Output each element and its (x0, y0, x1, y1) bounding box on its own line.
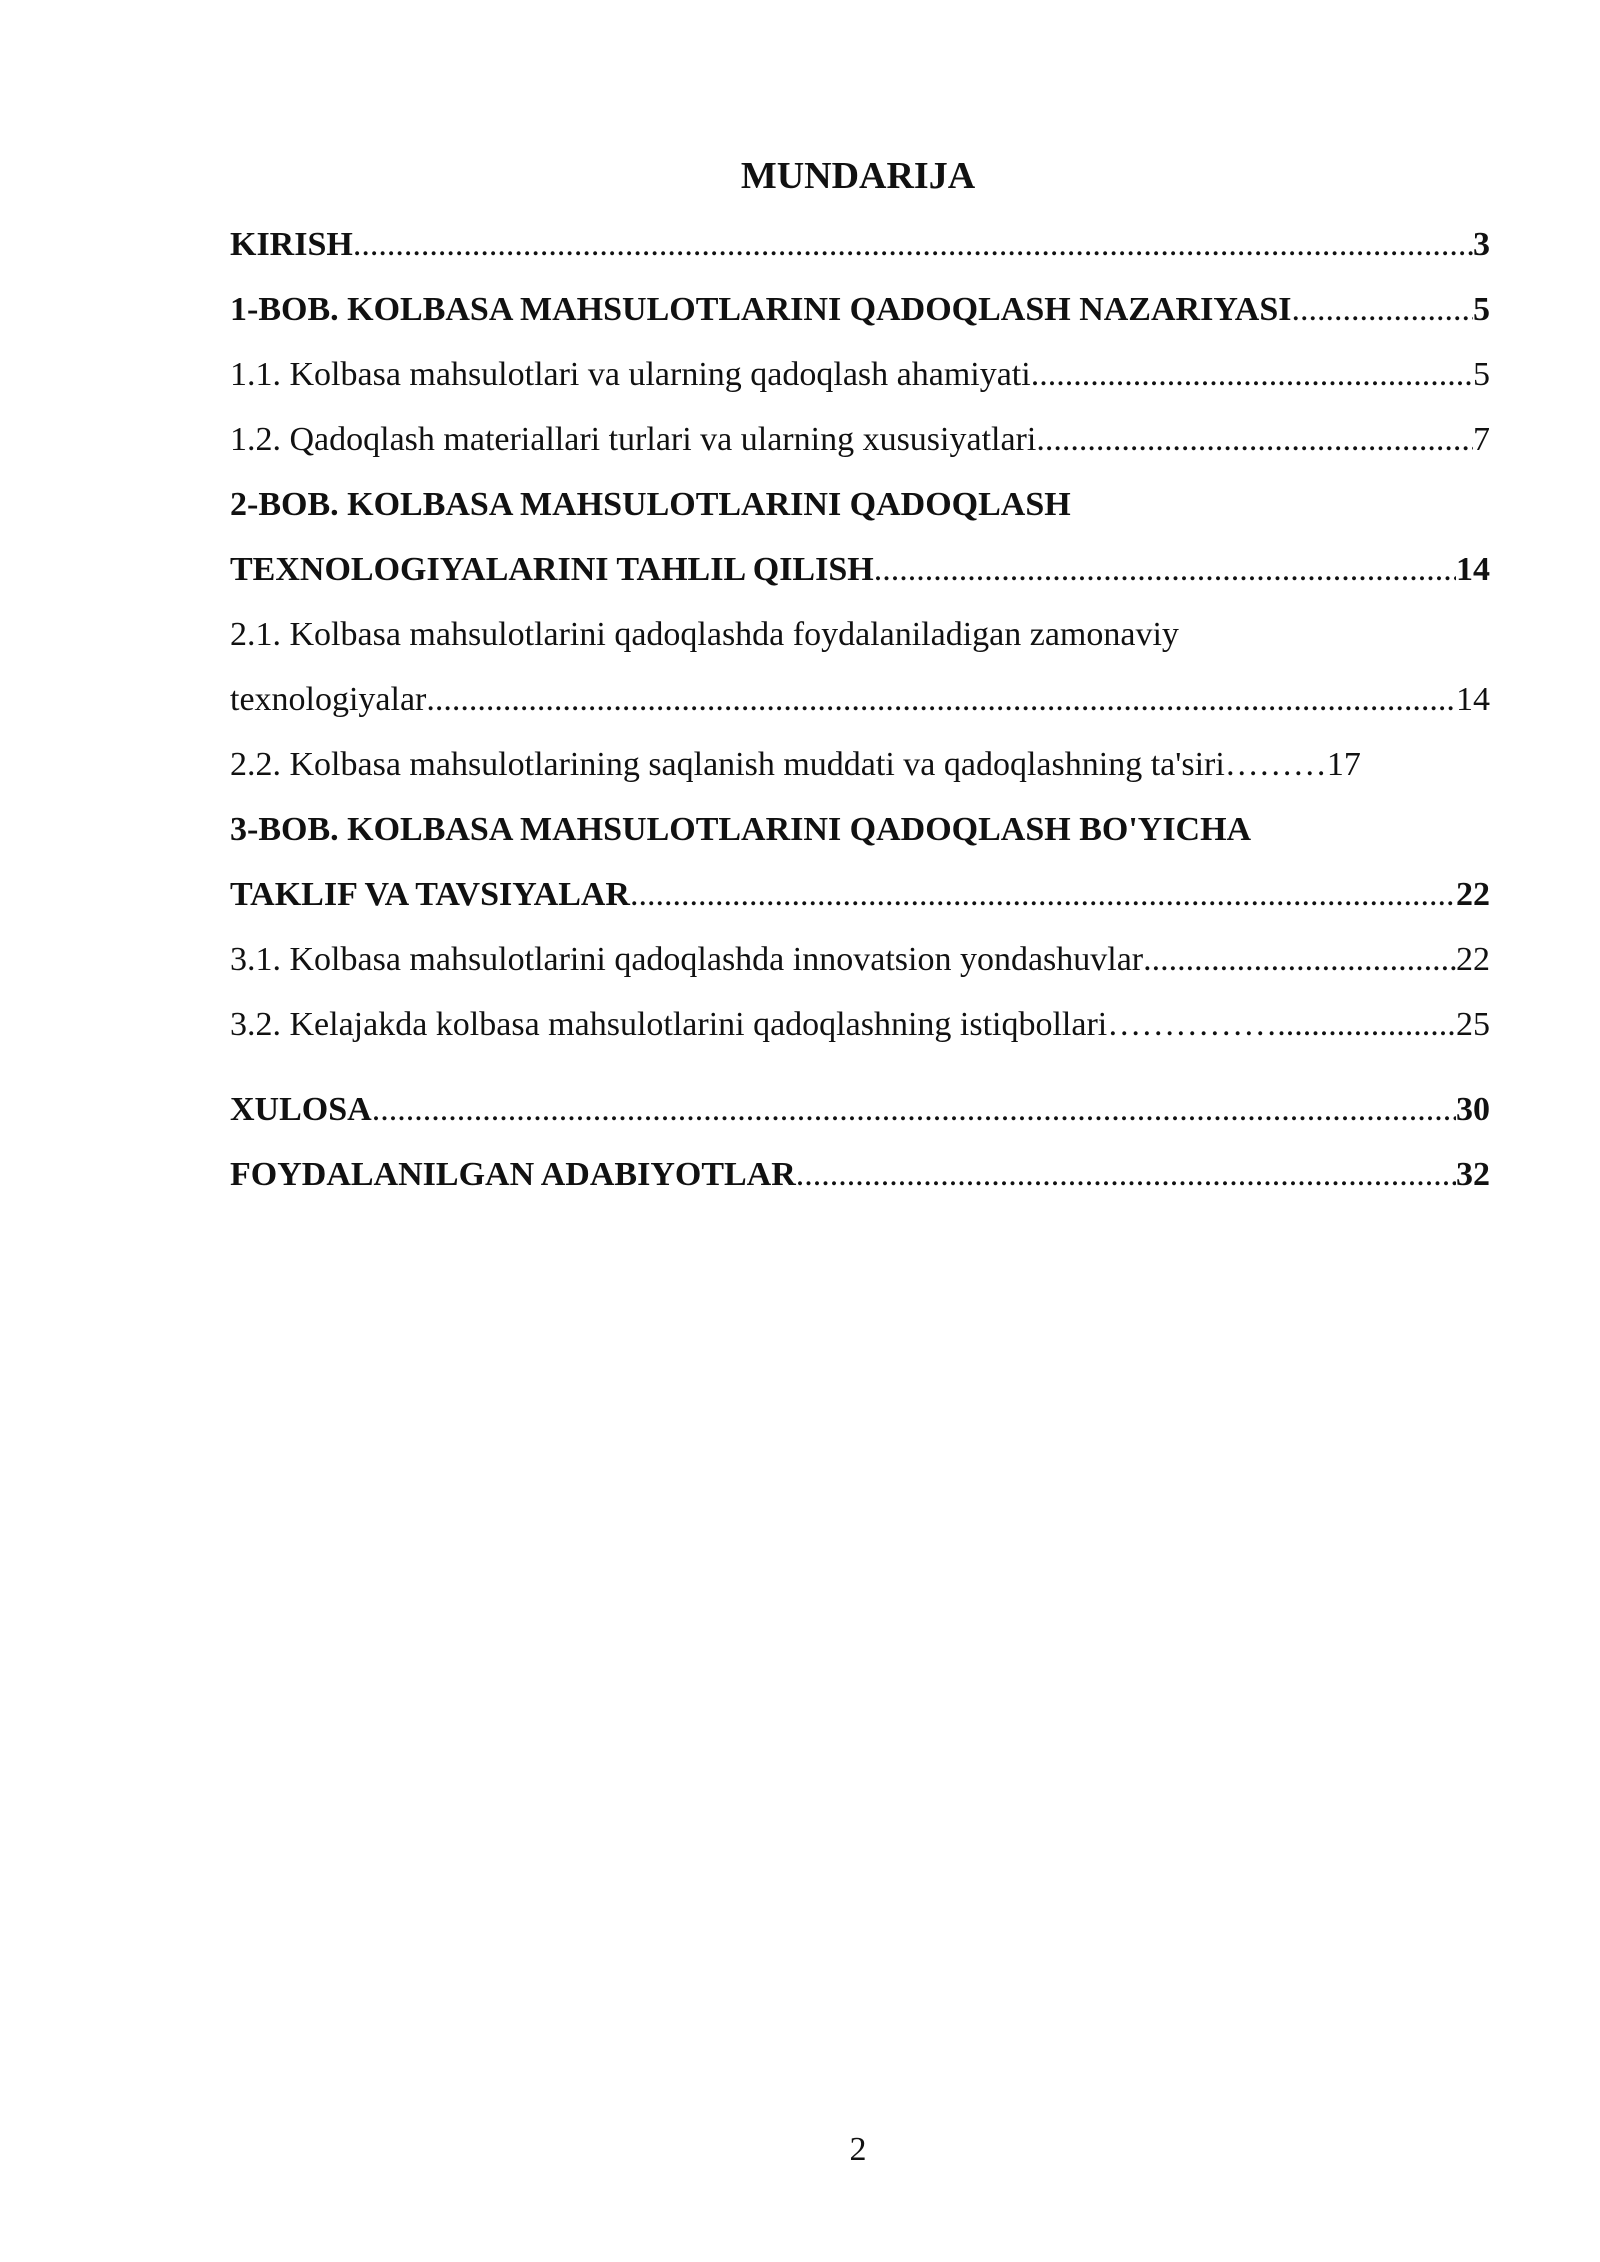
toc-entry-label: 1.2. Qadoqlash materiallari turlari va ularning xususiyatlari (230, 421, 1037, 458)
toc-entry-section-3-2 (230, 992, 1490, 1057)
toc-entry-section-2-1-line2 (230, 667, 1490, 732)
toc-entry-chapter-1 (230, 277, 1490, 342)
toc-entry-label: texnologiyalar (230, 681, 427, 718)
toc-entry-label: KIRISH (230, 226, 353, 263)
toc-entry-label: 1-BOB. KOLBASA MAHSULOTLARINI QADOQLASH NAZARIYASI (230, 291, 1292, 328)
toc-entry-chapter-3-line1 (230, 797, 1490, 862)
dot-leader (796, 1142, 1456, 1207)
toc-entry-xulosa (230, 1077, 1490, 1142)
toc-entry-chapter-3-line2 (230, 862, 1490, 927)
toc-entry-page: 14 (1456, 681, 1490, 718)
toc-entry-section-2-2 (230, 732, 1490, 797)
toc-entry-page: 22 (1456, 876, 1490, 913)
toc-entry-label: TAKLIF VA TAVSIYALAR (230, 876, 630, 913)
toc-entry-section-3-1 (230, 927, 1490, 992)
toc-entry-label: 3.1. Kolbasa mahsulotlarini qadoqlashda innovatsion yondashuvlar (230, 941, 1144, 978)
dot-leader (1143, 927, 1456, 992)
toc-entry-page: 5 (1473, 356, 1490, 393)
dot-leader (630, 862, 1456, 927)
toc-entry-page: 30 (1456, 1091, 1490, 1128)
toc-entry-page: 25 (1456, 1006, 1490, 1043)
toc-entry-label: TEXNOLOGIYALARINI TAHLIL QILISH (230, 551, 874, 588)
dot-leader (1277, 992, 1456, 1057)
dot-leader (1031, 342, 1473, 407)
dot-leader (353, 212, 1473, 277)
toc-title: MUNDARIJA (740, 155, 976, 197)
toc-entry-label: XULOSA (230, 1091, 372, 1128)
toc-entry-label: 3-BOB. KOLBASA MAHSULOTLARINI QADOQLASH BO'YICHA (230, 811, 1252, 848)
toc-entry-bibliography (230, 1142, 1490, 1207)
toc-entry-page: 5 (1473, 291, 1490, 328)
toc-entry-kirish (230, 212, 1490, 277)
toc-entry-label: FOYDALANILGAN ADABIYOTLAR (230, 1156, 796, 1193)
toc-entry-label: 2-BOB. KOLBASA MAHSULOTLARINI QADOQLASH (230, 486, 1071, 523)
dot-leader (426, 667, 1456, 732)
toc-entry-page: 7 (1473, 421, 1490, 458)
toc-entry-label: 2.1. Kolbasa mahsulotlarini qadoqlashda foydalaniladigan zamonaviy (230, 616, 1179, 653)
dot-leader (874, 537, 1456, 602)
page-number: 2 (849, 2131, 867, 2168)
table-of-contents (230, 212, 1490, 1207)
toc-entry-section-1-2 (230, 407, 1490, 472)
toc-entry-page: 3 (1473, 226, 1490, 263)
toc-entry-label: 3.2. Kelajakda kolbasa mahsulotlarini qadoqlashning istiqbollari…………… (230, 1006, 1278, 1043)
dot-leader (372, 1077, 1456, 1142)
toc-entry-section-2-1-line1 (230, 602, 1490, 667)
dot-leader (1291, 277, 1473, 342)
toc-entry-page: 22 (1456, 941, 1490, 978)
toc-entry-page: 32 (1456, 1156, 1490, 1193)
toc-entry-section-1-1 (230, 342, 1490, 407)
toc-entry-chapter-2-line1 (230, 472, 1490, 537)
toc-entry-page: 14 (1456, 551, 1490, 588)
dot-leader (1036, 407, 1473, 472)
toc-entry-label: 1.1. Kolbasa mahsulotlari va ularning qadoqlash ahamiyati (230, 356, 1031, 393)
toc-entry-label: 2.2. Kolbasa mahsulotlarining saqlanish muddati va qadoqlashning ta'siri……… (230, 746, 1327, 783)
toc-entry-page: 17 (1326, 746, 1361, 783)
toc-entry-chapter-2-line2 (230, 537, 1490, 602)
